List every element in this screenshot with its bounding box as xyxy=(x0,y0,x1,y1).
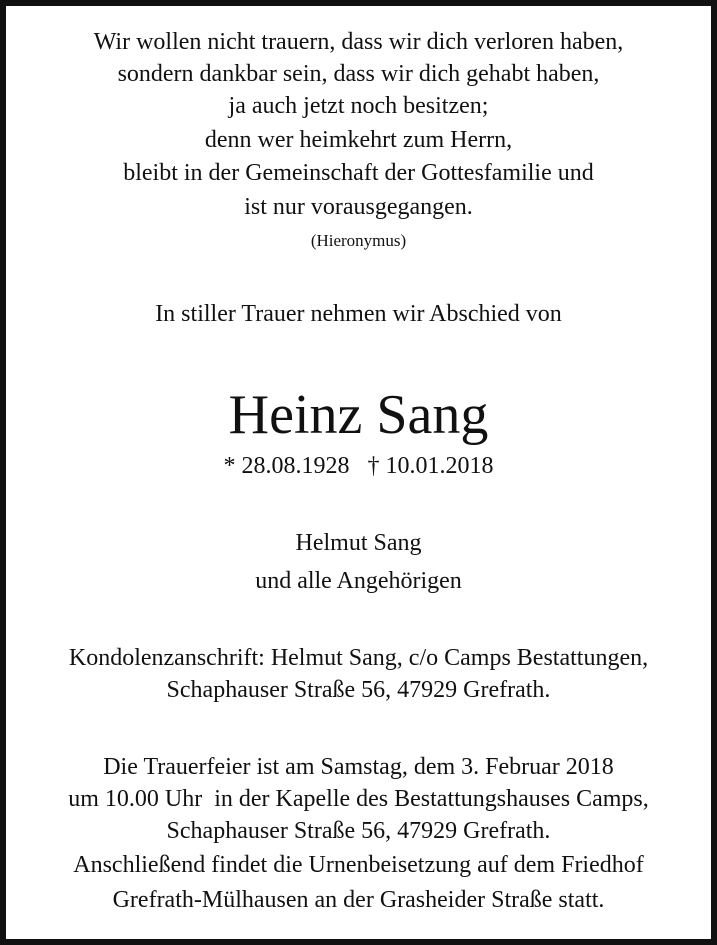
intro-text: In stiller Trauer nehmen wir Abschied von xyxy=(155,301,562,327)
mourner-line: Helmut Sang xyxy=(295,530,422,556)
funeral-line: um 10.00 Uhr in der Kapelle des Bestattungshauses Camps, xyxy=(68,786,649,812)
poem-line: ist nur vorausgegangen. xyxy=(244,194,473,220)
life-dates: * 28.08.1928 † 10.01.2018 xyxy=(223,453,494,479)
funeral-line: Die Trauerfeier ist am Samstag, dem 3. Februar 2018 xyxy=(103,754,614,780)
mourner-line: und alle Angehörigen xyxy=(255,568,462,594)
poem-line: ja auch jetzt noch besitzen; xyxy=(228,93,489,119)
poem-line: Wir wollen nicht trauern, dass wir dich verloren haben, xyxy=(93,29,624,55)
poem-line: sondern dankbar sein, dass wir dich gehabt haben, xyxy=(117,61,600,87)
funeral-line: Anschließend findet die Urnenbeisetzung auf dem Friedhof xyxy=(73,852,644,878)
deceased-name: Heinz Sang xyxy=(228,384,489,446)
funeral-line: Schaphauser Straße 56, 47929 Grefrath. xyxy=(166,818,551,844)
poem-line: denn wer heimkehrt zum Herrn, xyxy=(204,127,513,153)
poem-line: bleibt in der Gemeinschaft der Gottesfamilie und xyxy=(123,160,594,186)
funeral-line: Grefrath-Mülhausen an der Grasheider Straße statt. xyxy=(112,887,605,913)
condolence-line: Schaphauser Straße 56, 47929 Grefrath. xyxy=(166,677,551,703)
condolence-line: Kondolenzanschrift: Helmut Sang, c/o Camps Bestattungen, xyxy=(68,645,649,671)
poem-author: (Hieronymus) xyxy=(310,231,407,250)
